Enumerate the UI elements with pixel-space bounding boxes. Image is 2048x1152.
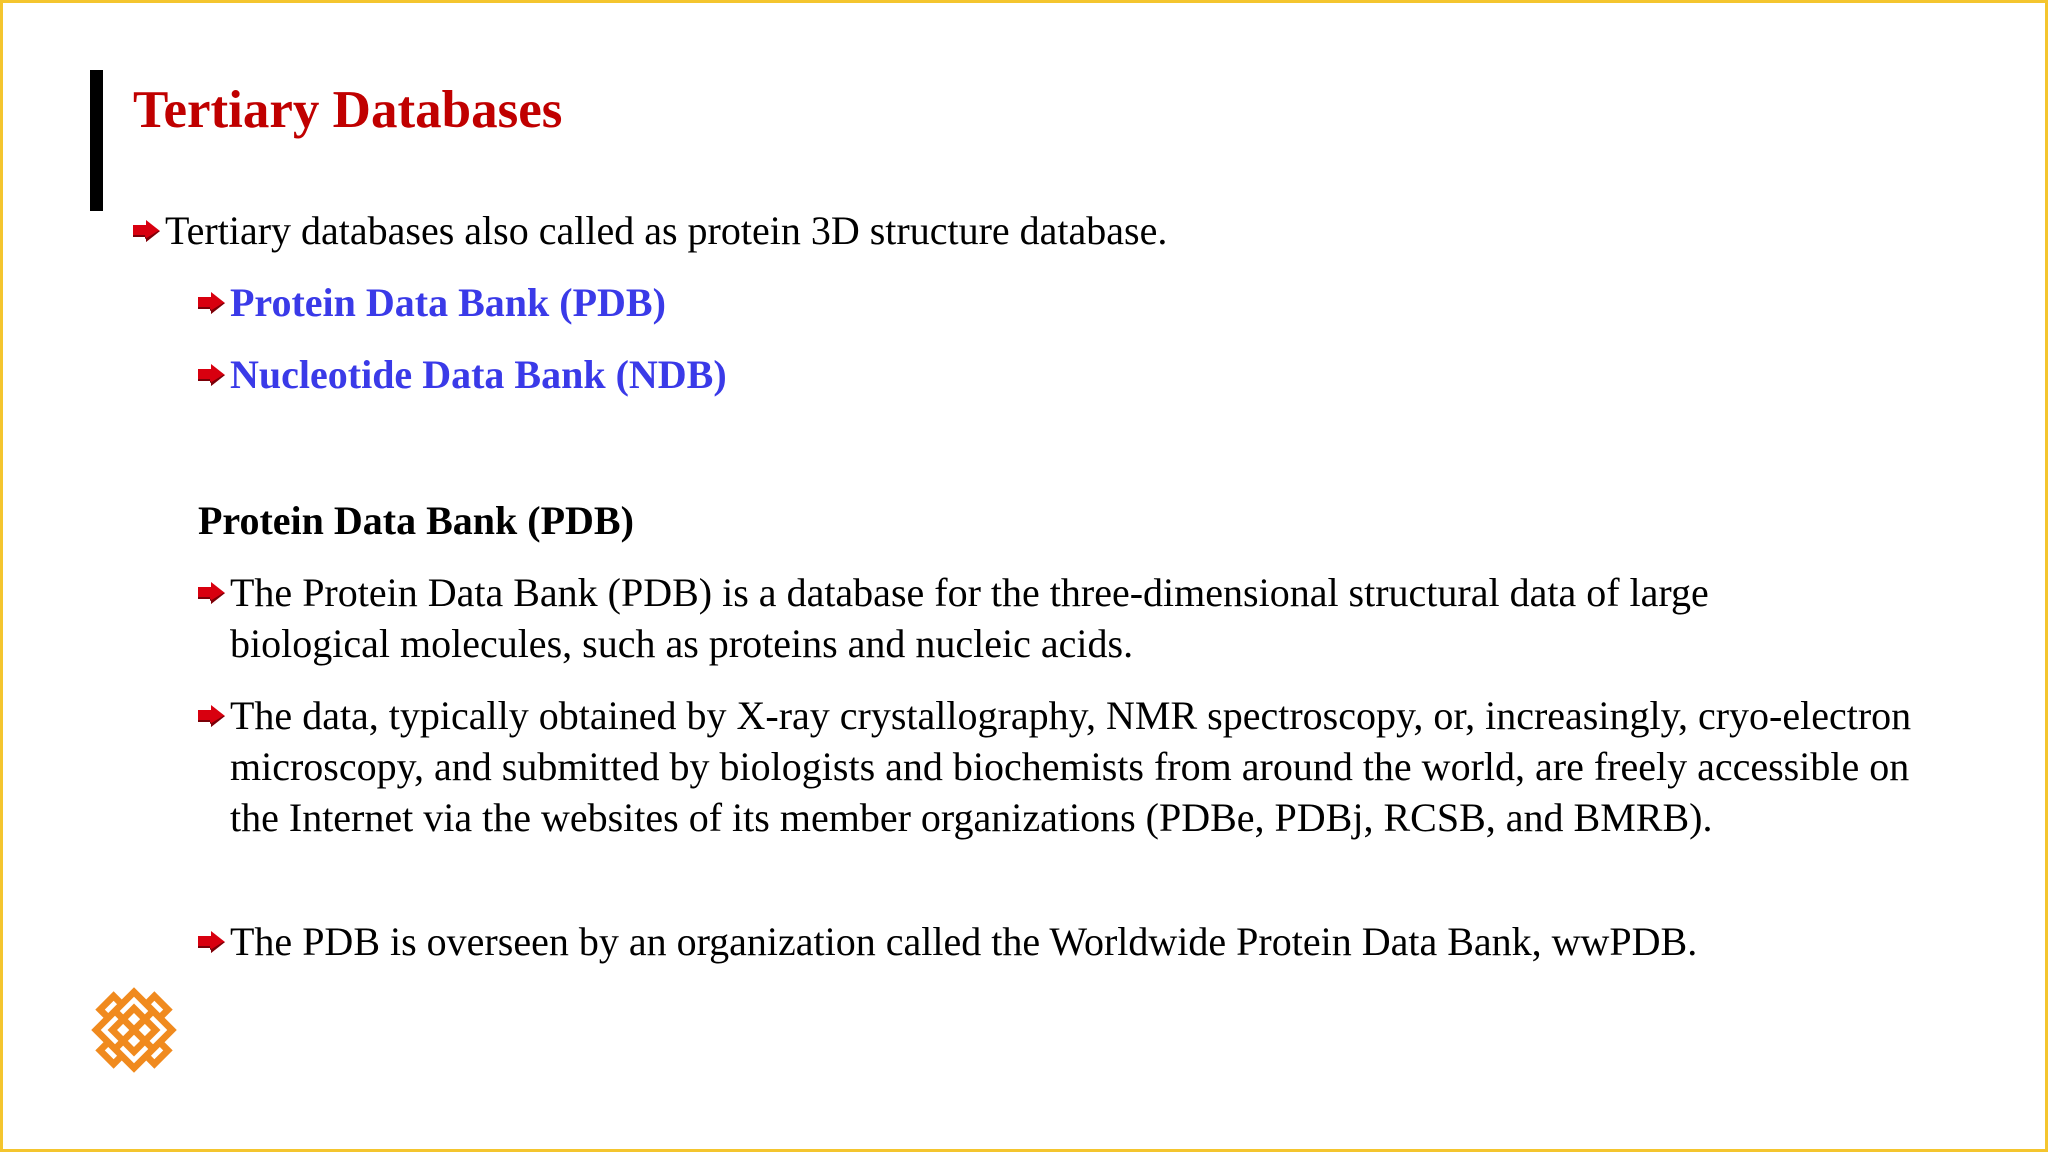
- red-arrow-bullet-icon: [132, 219, 162, 243]
- list-item-pdb[interactable]: [230, 277, 666, 328]
- point-text: The Protein Data Bank (PDB) is a database for the three-dimensional structural data of large biological molecules, such as proteins and nucleic acids.: [230, 570, 1709, 666]
- red-arrow-bullet-icon: [197, 704, 227, 728]
- title-accent-bar: [90, 70, 103, 211]
- pdb-link[interactable]: Protein Data Bank (PDB): [230, 280, 666, 325]
- list-item: [165, 205, 1167, 256]
- point-text: The PDB is overseen by an organization called the Worldwide Protein Data Bank, wwPDB.: [230, 919, 1698, 964]
- list-item: [230, 567, 1870, 669]
- endless-knot-logo-icon: [86, 982, 182, 1078]
- point-text: The data, typically obtained by X-ray crystallography, NMR spectroscopy, or, increasingly, cryo-electron microscopy, and submitted by biologists and biochemists from around the world, are freely accessible on the Internet via the websites of its member organizations (PDBe, PDBj, RCSB, and BMRB).: [230, 693, 1912, 840]
- red-arrow-bullet-icon: [197, 930, 227, 954]
- red-arrow-bullet-icon: [197, 363, 227, 387]
- red-arrow-bullet-icon: [197, 291, 227, 315]
- red-arrow-bullet-icon: [197, 581, 227, 605]
- section-heading: Protein Data Bank (PDB): [198, 498, 634, 543]
- list-item-ndb[interactable]: [230, 349, 727, 400]
- list-item: [230, 690, 1950, 843]
- list-item: [230, 916, 1697, 967]
- ndb-link[interactable]: Nucleotide Data Bank (NDB): [230, 352, 727, 397]
- slide-title: Tertiary Databases: [133, 81, 563, 139]
- intro-text: Tertiary databases also called as protein 3D structure database.: [165, 208, 1168, 253]
